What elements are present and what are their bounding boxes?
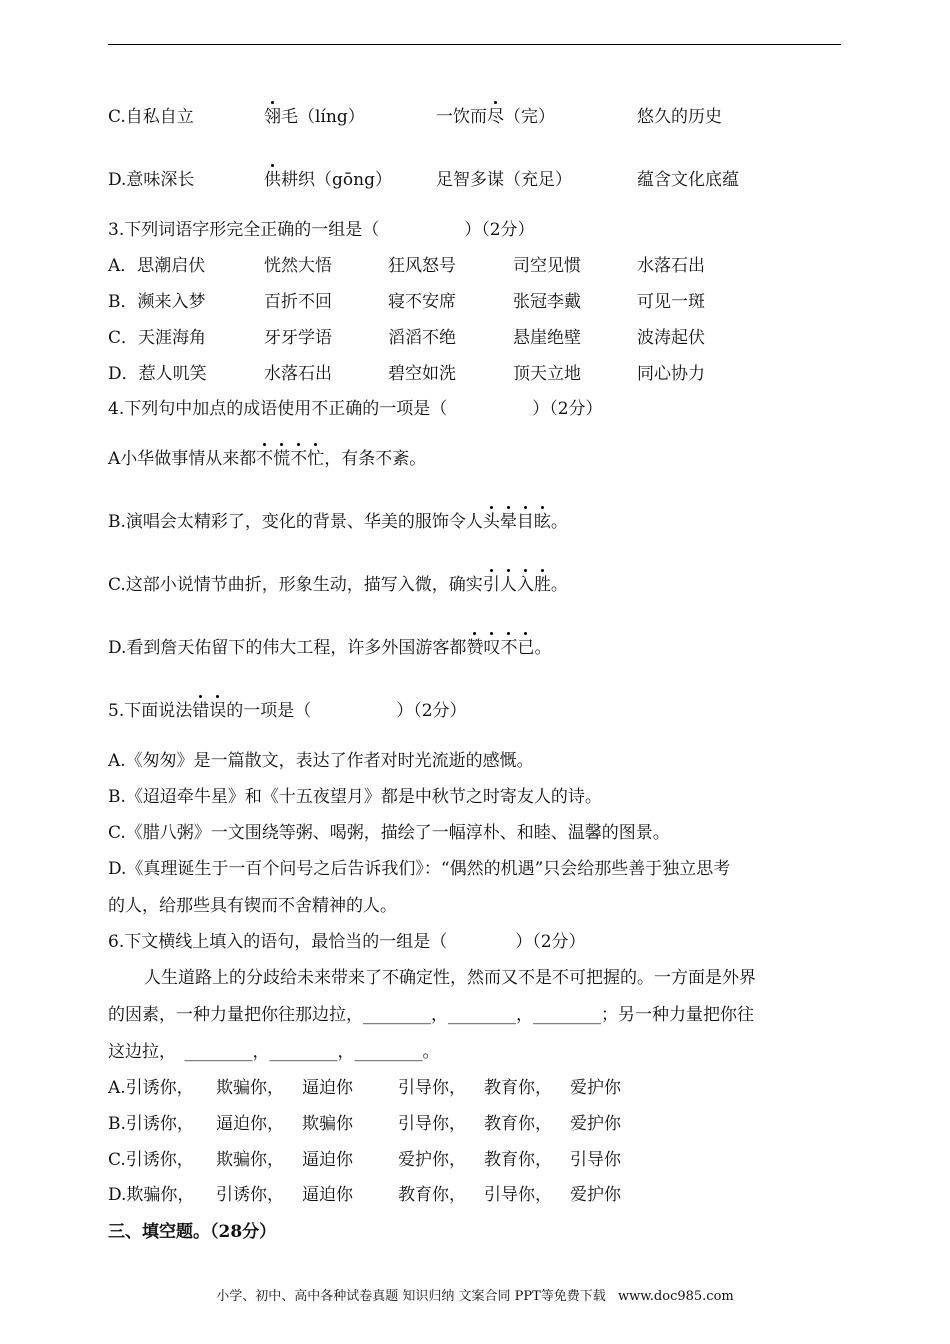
q3-stem: 3.下列词语字形完全正确的一组是（ ）（2分） xyxy=(108,220,535,240)
q4-option-a: A小华做事情从来都不慌不忙，有条不紊。 xyxy=(108,449,427,469)
q3-c-5: 波涛起伏 xyxy=(637,328,705,348)
q3-a-5: 水落石出 xyxy=(637,256,705,276)
q3-d-5: 同心协力 xyxy=(637,364,705,384)
q5-option-d-line1: D.《真理诞生于一百个问号之后告诉我们》：“偶然的机遇”只会给那些善于独立思考 xyxy=(108,859,731,879)
q6-b-3: 欺骗你 xyxy=(302,1114,353,1134)
q6-a-1: A.引诱你， xyxy=(108,1078,194,1098)
q6-a-2: 欺骗你， xyxy=(216,1078,284,1098)
q6-passage-line1: 人生道路上的分歧给未来带来了不确定性，然而又不是不可把握的。一方面是外界 xyxy=(144,968,756,988)
q3-a-1: A．思潮启伏 xyxy=(108,256,206,276)
q6-b-5: 教育你， xyxy=(484,1114,552,1134)
q6-b-4: 引导你， xyxy=(398,1114,466,1134)
section-3-heading: 三、填空题。（28分） xyxy=(108,1222,277,1242)
q2-option-d-letter: D.意味深长 xyxy=(108,170,195,190)
q3-d-4: 顶天立地 xyxy=(513,364,581,384)
q2-option-c-word3: 悠久的历史 xyxy=(637,107,722,127)
q2-option-d-word3: 蕴含文化底蕴 xyxy=(637,170,739,190)
q6-c-2: 欺骗你， xyxy=(216,1150,284,1170)
q6-c-4: 爱护你， xyxy=(398,1150,466,1170)
q2-option-d-word1: 供耕织（gōng） xyxy=(264,170,392,190)
q6-stem: 6.下文横线上填入的语句，最恰当的一组是（ ）（2分） xyxy=(108,932,586,952)
q3-a-4: 司空见惯 xyxy=(513,256,581,276)
q6-passage-line3: 这边拉， ________，________，________。 xyxy=(108,1042,440,1062)
q6-d-1: D.欺骗你， xyxy=(108,1185,195,1205)
footer-url[interactable]: www.doc985.com xyxy=(617,1289,734,1304)
q5-option-a: A.《匆匆》是一篇散文，表达了作者对时光流逝的感慨。 xyxy=(108,751,534,771)
q5-option-b: B.《迢迢牵牛星》和《十五夜望月》都是中秋节之时寄友人的诗。 xyxy=(108,787,602,807)
q5-option-c: C.《腊八粥》一文围绕等粥、喝粥，描绘了一幅淳朴、和睦、温馨的图景。 xyxy=(108,823,670,843)
q6-a-3: 逼迫你 xyxy=(302,1078,353,1098)
q6-c-5: 教育你， xyxy=(484,1150,552,1170)
q3-b-5: 可见一斑 xyxy=(637,292,705,312)
q3-a-3: 狂风怒号 xyxy=(388,256,456,276)
q3-c-3: 滔滔不绝 xyxy=(388,328,456,348)
q6-a-5: 教育你， xyxy=(484,1078,552,1098)
q3-c-2: 牙牙学语 xyxy=(264,328,332,348)
q4-option-c: C.这部小说情节曲折，形象生动，描写入微，确实引人入胜。 xyxy=(108,575,568,595)
q3-c-1: C．天涯海角 xyxy=(108,328,207,348)
q6-d-5: 引导你， xyxy=(484,1185,552,1205)
q6-d-3: 逼迫你 xyxy=(302,1185,353,1205)
q3-b-2: 百折不回 xyxy=(264,292,332,312)
q6-d-4: 教育你， xyxy=(398,1185,466,1205)
q2-option-c-word2: 一饮而尽（完） xyxy=(436,107,555,127)
q5-option-d-line2: 的人，给那些具有锲而不舍精神的人。 xyxy=(108,896,397,916)
q6-c-3: 逼迫你 xyxy=(302,1150,353,1170)
q3-d-2: 水落石出 xyxy=(264,364,332,384)
q6-a-4: 引导你， xyxy=(398,1078,466,1098)
q3-a-2: 恍然大悟 xyxy=(264,256,332,276)
q4-option-d: D.看到詹天佑留下的伟大工程，许多外国游客都赞叹不已。 xyxy=(108,638,552,658)
q6-a-6: 爱护你 xyxy=(570,1078,621,1098)
q6-passage-line2: 的因素，一种力量把你往那边拉，________，________，________；另一种力量把你往 xyxy=(108,1005,754,1025)
q3-b-4: 张冠李戴 xyxy=(513,292,581,312)
q3-b-1: B．濒来入梦 xyxy=(108,292,206,312)
q2-option-c-letter: C.自私自立 xyxy=(108,107,194,127)
q2-option-d-word2: 足智多谋（充足） xyxy=(436,170,572,190)
q3-d-1: D．惹人叽笑 xyxy=(108,364,207,384)
q6-d-2: 引诱你， xyxy=(216,1185,284,1205)
q3-d-3: 碧空如洗 xyxy=(388,364,456,384)
q6-c-6: 引导你 xyxy=(570,1150,621,1170)
q6-d-6: 爱护你 xyxy=(570,1185,621,1205)
page-footer xyxy=(0,1285,950,1304)
q4-stem: 4.下列句中加点的成语使用不正确的一项是（ ）（2分） xyxy=(108,399,603,419)
q2-option-c-word1: 翎毛（líng） xyxy=(264,107,365,127)
q6-b-6: 爱护你 xyxy=(570,1114,621,1134)
q4-option-b: B.演唱会太精彩了，变化的背景、华美的服饰令人头晕目眩。 xyxy=(108,512,568,532)
q3-b-3: 寝不安席 xyxy=(388,292,456,312)
q6-c-1: C.引诱你， xyxy=(108,1150,194,1170)
q5-stem: 5.下面说法错误的一项是（ ）（2分） xyxy=(108,701,467,721)
header-rule xyxy=(108,44,841,45)
q6-b-2: 逼迫你， xyxy=(216,1114,284,1134)
q6-b-1: B.引诱你， xyxy=(108,1114,194,1134)
footer-text: 小学、初中、高中各种试卷真题 知识归纳 文案合同 PPT等免费下载 xyxy=(216,1289,606,1304)
q3-c-4: 悬崖绝壁 xyxy=(513,328,581,348)
